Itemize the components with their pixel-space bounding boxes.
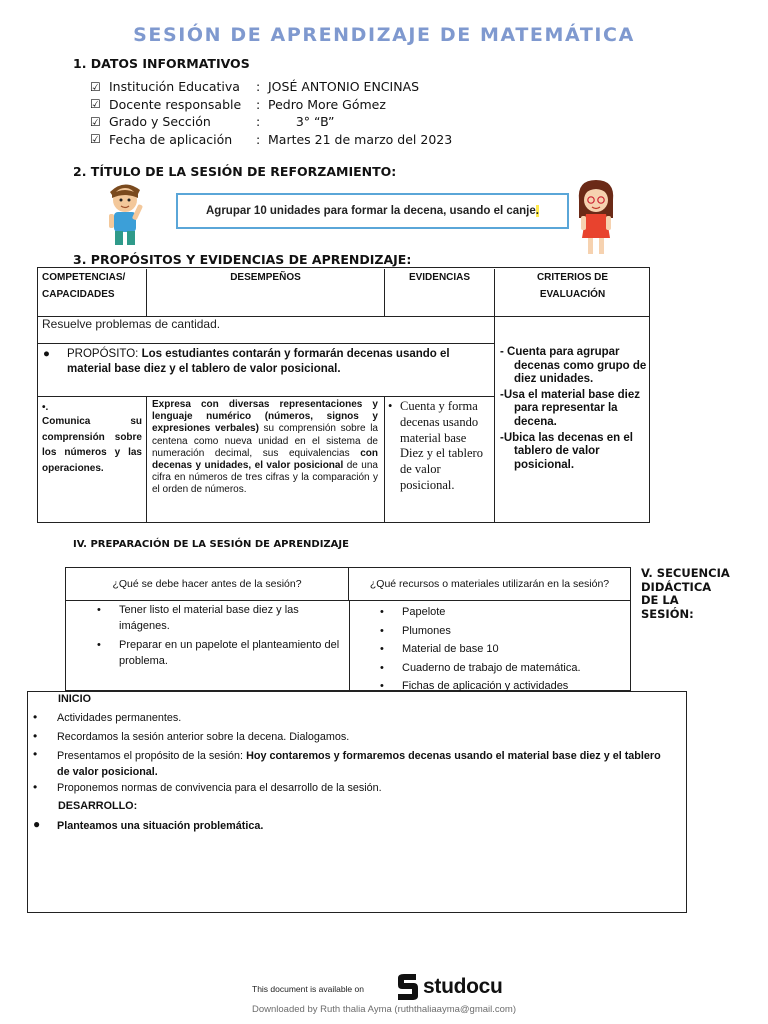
- inicio-label: INICIO: [58, 693, 91, 705]
- evidencia-text: Cuenta y forma decenas usando material base Diez y el tablero de valor posicional.: [400, 399, 483, 492]
- bullet-icon: ●: [43, 348, 50, 360]
- column-divider: [494, 316, 495, 523]
- info-separator: :: [256, 96, 261, 112]
- proposito-intro: Presentamos el propósito de la sesión:: [57, 750, 247, 762]
- header-antes: ¿Qué se debe hacer antes de la sesión?: [66, 568, 349, 601]
- info-row: [90, 96, 452, 114]
- checkbox-checked-icon: ☑: [90, 79, 101, 94]
- criterio-item: -Ubica las decenas en el tablero de valor posicional.: [500, 431, 633, 471]
- row-divider: [494, 316, 650, 317]
- info-separator: :: [256, 79, 261, 95]
- criterio-item: - Cuenta para agrupar decenas como grupo de diez unidades.: [500, 346, 647, 386]
- header-recursos: ¿Qué recursos o materiales utilizarán en la sesión?: [349, 568, 630, 601]
- list-item: • Material de base 10: [402, 640, 632, 659]
- studocu-logo-icon: [394, 972, 420, 1002]
- header-criterios-line: EVALUACIÓN: [539, 289, 606, 300]
- capacidad-block: [42, 402, 142, 476]
- header-criterios-line: CRITERIOS DE: [536, 272, 609, 283]
- inicio-item: Recordamos la sesión anterior sobre la decena. Dialogamos.: [57, 731, 350, 743]
- studocu-brand[interactable]: [394, 972, 503, 1002]
- desarrollo-item: Planteamos una situación problemática.: [57, 820, 264, 832]
- footer-downloaded: Downloaded by Ruth thalia Ayma (ruththaliaayma@gmail.com): [252, 1004, 516, 1015]
- info-label: Fecha de aplicación: [109, 131, 233, 147]
- info-value: JOSÉ ANTONIO ENCINAS: [268, 79, 420, 95]
- info-value: 3° “B”: [268, 114, 335, 130]
- bullet-icon: •: [33, 710, 38, 724]
- list-item: • Cuaderno de trabajo de matemática.: [402, 659, 632, 678]
- column-divider: [384, 396, 385, 523]
- inicio-item: Actividades permanentes.: [57, 712, 182, 724]
- info-value: Pedro More Gómez: [268, 96, 386, 112]
- info-separator: :: [256, 114, 261, 130]
- bullet-icon: •: [33, 729, 38, 743]
- section-4-heading: IV. PREPARACIÓN DE LA SESIÓN DE APRENDIZAJE: [73, 539, 349, 550]
- info-row: [90, 131, 452, 149]
- section-5-heading-line: SESIÓN:: [641, 606, 694, 621]
- criterios-list: [500, 346, 648, 472]
- checkbox-checked-icon: ☑: [90, 114, 101, 129]
- info-list: [90, 78, 452, 148]
- section-5-heading-line: DIDÁCTICA: [641, 579, 712, 594]
- purposes-table: [37, 267, 650, 523]
- column-divider: [349, 601, 350, 691]
- bullet-icon: •: [388, 399, 393, 413]
- document-title: SESIÓN DE APRENDIZAJE DE MATEMÁTICA: [133, 24, 635, 46]
- brand-name: studocu: [423, 975, 503, 998]
- desempeno-plain: de una cifra en números de tres cifras y la comparación y el orden de números.: [152, 460, 378, 496]
- session-title-box: [176, 193, 569, 229]
- info-value: Martes 21 de marzo del 2023: [268, 131, 453, 147]
- preparation-table: [65, 567, 631, 691]
- evidencia-block: [388, 399, 488, 494]
- section-2-heading: 2. TÍTULO DE LA SESIÓN DE REFORZAMIENTO:: [73, 164, 397, 179]
- header-competencias: [42, 269, 146, 303]
- info-row: [90, 113, 452, 131]
- section-5-heading: [641, 567, 730, 621]
- section-5-heading-line: DE LA: [641, 593, 679, 607]
- capacidad-bullet: •.: [42, 402, 49, 413]
- list-item: • Plumones: [402, 622, 632, 641]
- info-separator: :: [256, 131, 261, 147]
- header-criterios: [494, 269, 650, 317]
- row-divider: [38, 396, 494, 397]
- checkbox-checked-icon: ☑: [90, 132, 101, 147]
- criterio-item: -Usa el material base diez para representar la decena.: [500, 388, 640, 428]
- header-evidencias: EVIDENCIAS: [384, 269, 494, 317]
- desempeno-bold: Expresa con diversas representaciones y lenguaje numérico (números, signos y expresiones verbales): [152, 399, 378, 435]
- info-label: Docente responsable: [109, 96, 242, 112]
- bullet-icon: ●: [33, 817, 41, 831]
- desempeno-text: [152, 399, 378, 497]
- section-1-heading: 1. DATOS INFORMATIVOS: [73, 56, 250, 71]
- proposito-label: PROPÓSITO:: [67, 348, 139, 360]
- desarrollo-label: DESARROLLO:: [58, 800, 138, 812]
- section-5-heading-line: V. SECUENCIA: [641, 566, 730, 580]
- info-label: Institución Educativa: [109, 79, 240, 95]
- checkbox-checked-icon: ☑: [90, 97, 101, 112]
- header-desempenos: DESEMPEÑOS: [146, 269, 384, 317]
- list-item: • Preparar en un papelote el planteamiento del problema.: [119, 638, 344, 669]
- desempeno-plain: su comprensión sobre la centena como nueva unidad en el sistema de numeración decimal, sus equivalencias: [152, 423, 378, 459]
- antes-list: [119, 603, 344, 669]
- bullet-icon: •: [33, 780, 38, 794]
- girl-illustration: [573, 178, 619, 258]
- list-item: • Tener listo el material base diez y las imágenes.: [119, 603, 344, 634]
- session-title: Agrupar 10 unidades para formar la decena, usando el canje: [206, 205, 536, 217]
- list-item: • Papelote: [402, 603, 632, 622]
- list-item: • Fichas de aplicación y actividades: [402, 677, 632, 696]
- boy-illustration: [96, 178, 154, 248]
- capacidad-text: Comunica su comprensión sobre los números y las operaciones.: [42, 416, 142, 474]
- desempeno-bold: con decenas y unidades, el valor posicional: [152, 447, 378, 472]
- recursos-list: [402, 603, 632, 696]
- row-divider: [38, 343, 494, 344]
- proposito-block: [43, 347, 483, 377]
- bullet-icon: •: [33, 747, 38, 761]
- footer-available: This document is available on: [252, 984, 364, 994]
- competencia-text: Resuelve problemas de cantidad.: [42, 317, 221, 331]
- section-3-heading: 3. PROPÓSITOS Y EVIDENCIAS DE APRENDIZAJE:: [73, 252, 412, 267]
- session-title-highlight: .: [535, 205, 539, 217]
- column-divider: [146, 396, 147, 523]
- info-row: [90, 78, 452, 96]
- proposito-bold: Hoy contaremos y formaremos decenas usando el material base diez y el tablero de valor posicional.: [57, 750, 661, 778]
- normas-item: Proponemos normas de convivencia para el desarrollo de la sesión.: [57, 782, 382, 794]
- proposito-presentation: [57, 749, 667, 780]
- header-competencias-line: CAPACIDADES: [42, 289, 115, 300]
- proposito-text: Los estudiantes contarán y formarán decenas usando el material base diez y el tablero de valor posicional.: [67, 348, 450, 375]
- header-competencias-line: COMPETENCIAS/: [42, 272, 126, 283]
- info-label: Grado y Sección: [109, 114, 211, 130]
